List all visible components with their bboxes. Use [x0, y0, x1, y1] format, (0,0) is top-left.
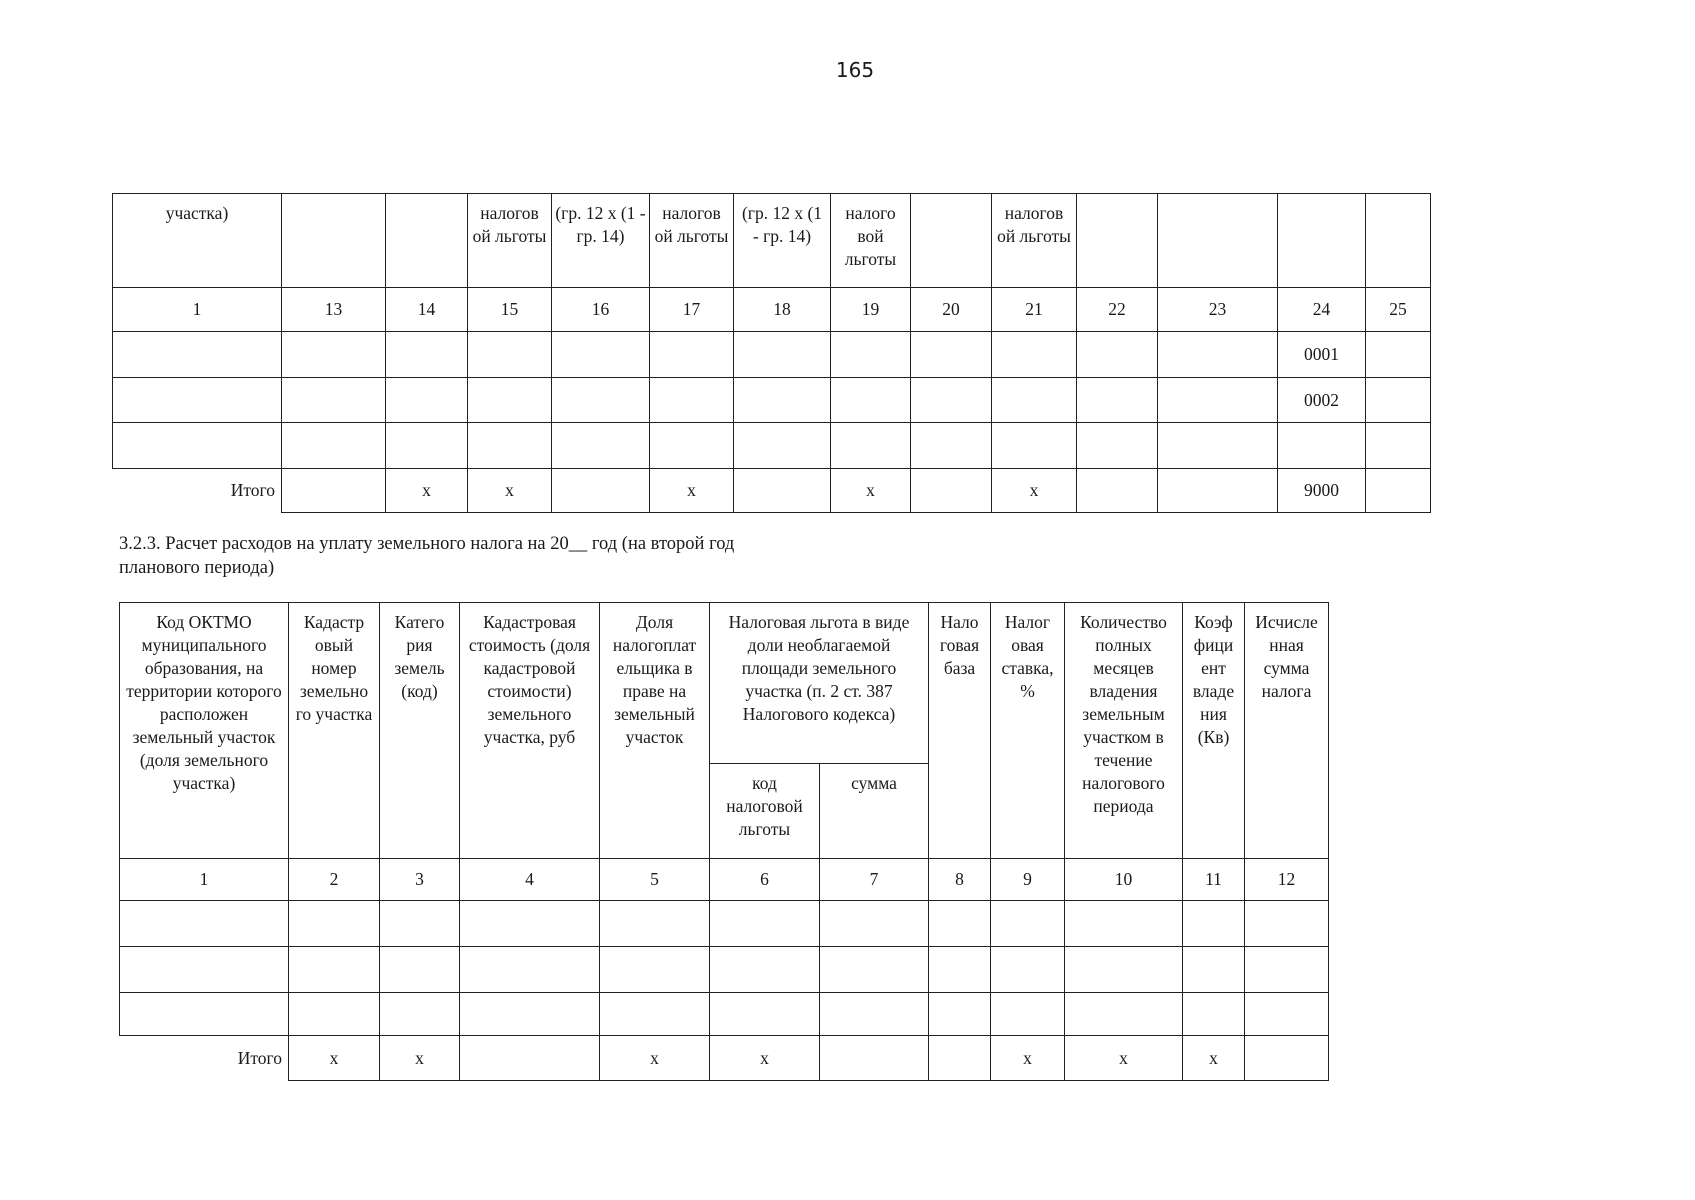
table-cell — [734, 423, 831, 469]
column-number: 11 — [1183, 859, 1245, 901]
table-cell — [929, 901, 991, 947]
table-cell — [282, 423, 386, 469]
table-cell — [911, 378, 992, 423]
header-row — [120, 603, 1329, 764]
row-code: 0002 — [1278, 378, 1366, 423]
header-cell — [1077, 194, 1158, 288]
total-cell: х — [600, 1036, 710, 1081]
header-tax-base: Нало говая база — [929, 603, 991, 859]
column-number: 17 — [650, 288, 734, 332]
table-cell — [831, 378, 911, 423]
header-cell: (гр. 12 х (1 - гр. 14) — [552, 194, 650, 288]
table-cell — [380, 993, 460, 1036]
table-cell — [1183, 901, 1245, 947]
header-row — [113, 194, 1431, 288]
table-cell — [460, 901, 600, 947]
header-cell: налогов ой льготы — [468, 194, 552, 288]
table-cell — [289, 901, 380, 947]
table-cell — [282, 378, 386, 423]
total-cell — [552, 469, 650, 513]
table-cell — [600, 901, 710, 947]
column-number-row — [113, 288, 1431, 332]
table-cell — [710, 993, 820, 1036]
table-cell — [113, 378, 282, 423]
section-title: 3.2.3. Расчет расходов на уплату земельного налога на 20__ год (на второй год планового периода) — [119, 534, 735, 578]
table-cell — [460, 993, 600, 1036]
table-cell — [552, 332, 650, 378]
table-row — [120, 947, 1329, 993]
header-tax-rate: Налог овая ставка, % — [991, 603, 1065, 859]
table-cell — [289, 993, 380, 1036]
header-taxpayer-share: Доля налогоплат ельщика в праве на земельный участок — [600, 603, 710, 859]
table-cell — [460, 947, 600, 993]
table-cell — [1065, 993, 1183, 1036]
table-cell — [650, 423, 734, 469]
header-cell: (гр. 12 х (1 - гр. 14) — [734, 194, 831, 288]
table-cell — [1158, 423, 1278, 469]
table-cell — [1065, 947, 1183, 993]
table-cell — [820, 993, 929, 1036]
total-cell: х — [831, 469, 911, 513]
column-number: 18 — [734, 288, 831, 332]
total-cell — [1366, 469, 1431, 513]
total-cell: 9000 — [1278, 469, 1366, 513]
table-cell — [650, 332, 734, 378]
table-cell — [120, 947, 289, 993]
column-number: 13 — [282, 288, 386, 332]
table-cell — [386, 332, 468, 378]
column-number: 25 — [1366, 288, 1431, 332]
table-cell — [600, 993, 710, 1036]
table-cell — [831, 332, 911, 378]
column-number: 14 — [386, 288, 468, 332]
table-cell — [991, 947, 1065, 993]
table-cell — [929, 947, 991, 993]
header-benefit-code: код налоговой льготы — [710, 764, 820, 859]
header-cell — [1158, 194, 1278, 288]
header-cell: налого вой льготы — [831, 194, 911, 288]
table-cell — [113, 332, 282, 378]
total-cell: х — [289, 1036, 380, 1081]
table-cell — [820, 901, 929, 947]
header-tax-benefit: Налоговая льгота в виде доли необлагаемой площади земельного участка (п. 2 ст. 387 Налогового кодекса) — [710, 603, 929, 764]
total-cell — [911, 469, 992, 513]
table-cell — [282, 332, 386, 378]
table-cell — [992, 423, 1077, 469]
header-cell — [1278, 194, 1366, 288]
row-code — [1278, 423, 1366, 469]
total-cell: х — [1183, 1036, 1245, 1081]
total-cell — [1077, 469, 1158, 513]
total-cell — [282, 469, 386, 513]
table-cell — [991, 993, 1065, 1036]
total-cell — [734, 469, 831, 513]
column-number: 15 — [468, 288, 552, 332]
table-cell — [289, 947, 380, 993]
table-cell — [380, 901, 460, 947]
land-tax-calculation-table — [119, 602, 1329, 1081]
column-number: 1 — [113, 288, 282, 332]
table-cell — [600, 947, 710, 993]
header-cell: налогов ой льготы — [650, 194, 734, 288]
table-cell — [991, 901, 1065, 947]
column-number: 2 — [289, 859, 380, 901]
table-cell — [1077, 423, 1158, 469]
table-cell — [734, 378, 831, 423]
total-cell: х — [1065, 1036, 1183, 1081]
total-cell: х — [468, 469, 552, 513]
total-row — [113, 469, 1431, 513]
table-row — [113, 332, 1431, 378]
column-number-row — [120, 859, 1329, 901]
table-cell — [1077, 332, 1158, 378]
tax-benefit-table-continued — [112, 193, 1431, 513]
header-ownership-coefficient: Коэф фици ент владе ния (Кв) — [1183, 603, 1245, 859]
total-cell: х — [380, 1036, 460, 1081]
table-row — [113, 378, 1431, 423]
table-cell — [468, 332, 552, 378]
total-cell — [929, 1036, 991, 1081]
table-cell — [386, 423, 468, 469]
table-cell — [734, 332, 831, 378]
header-cell — [386, 194, 468, 288]
total-cell — [1158, 469, 1278, 513]
column-number: 10 — [1065, 859, 1183, 901]
column-number: 22 — [1077, 288, 1158, 332]
table-cell — [1158, 332, 1278, 378]
header-benefit-amount: сумма — [820, 764, 929, 859]
table-cell — [929, 993, 991, 1036]
table-cell — [120, 901, 289, 947]
header-months-owned: Количество полных месяцев владения земельным участком в течение налогового периода — [1065, 603, 1183, 859]
table-cell — [650, 378, 734, 423]
total-cell — [460, 1036, 600, 1081]
table-cell — [120, 993, 289, 1036]
table-cell — [911, 332, 992, 378]
table-cell — [1245, 993, 1329, 1036]
column-number: 24 — [1278, 288, 1366, 332]
total-cell: х — [992, 469, 1077, 513]
total-cell: х — [710, 1036, 820, 1081]
column-number: 5 — [600, 859, 710, 901]
header-cell — [1366, 194, 1431, 288]
table-cell — [1077, 378, 1158, 423]
table-cell — [468, 378, 552, 423]
total-label: Итого — [237, 1047, 282, 1068]
row-code: 0001 — [1278, 332, 1366, 378]
table-cell — [1245, 947, 1329, 993]
table-cell — [820, 947, 929, 993]
column-number: 3 — [380, 859, 460, 901]
header-cell: участка) — [113, 194, 282, 288]
header-calculated-tax: Исчисле нная сумма налога — [1245, 603, 1329, 859]
table-cell — [386, 378, 468, 423]
column-number: 7 — [820, 859, 929, 901]
column-number: 12 — [1245, 859, 1329, 901]
column-number: 19 — [831, 288, 911, 332]
table-cell — [1245, 901, 1329, 947]
total-cell: х — [386, 469, 468, 513]
column-number: 1 — [120, 859, 289, 901]
page-number: 165 — [835, 58, 875, 82]
table-cell — [992, 378, 1077, 423]
total-cell: х — [991, 1036, 1065, 1081]
header-land-category: Катего рия земель (код) — [380, 603, 460, 859]
table-cell — [468, 423, 552, 469]
column-number: 6 — [710, 859, 820, 901]
column-number: 8 — [929, 859, 991, 901]
total-cell — [820, 1036, 929, 1081]
table-cell — [1183, 993, 1245, 1036]
column-number: 20 — [911, 288, 992, 332]
total-cell: х — [650, 469, 734, 513]
table-cell — [710, 947, 820, 993]
table-cell — [911, 423, 992, 469]
header-cadastral-number: Кадастр овый номер земельно го участка — [289, 603, 380, 859]
table-row — [120, 901, 1329, 947]
table-cell — [1366, 423, 1431, 469]
column-number: 4 — [460, 859, 600, 901]
column-number: 16 — [552, 288, 650, 332]
header-oktmo: Код ОКТМО муниципального образования, на территории которого расположен земельный участок (доля земельного участка) — [120, 603, 289, 859]
table-cell — [1366, 378, 1431, 423]
total-cell — [1245, 1036, 1329, 1081]
table-cell — [552, 378, 650, 423]
column-number: 23 — [1158, 288, 1278, 332]
table-cell — [1158, 378, 1278, 423]
table-cell — [380, 947, 460, 993]
total-label: Итого — [230, 480, 275, 501]
column-number: 9 — [991, 859, 1065, 901]
table-cell — [1065, 901, 1183, 947]
table-row — [113, 423, 1431, 469]
table-cell — [113, 423, 282, 469]
header-cell — [911, 194, 992, 288]
table-cell — [831, 423, 911, 469]
table-cell — [552, 423, 650, 469]
table-cell — [1183, 947, 1245, 993]
table-cell — [992, 332, 1077, 378]
column-number: 21 — [992, 288, 1077, 332]
header-cadastral-value: Кадастровая стоимость (доля кадастровой стоимости) земельного участка, руб — [460, 603, 600, 859]
header-cell: налогов ой льготы — [992, 194, 1077, 288]
table-cell — [710, 901, 820, 947]
table-row — [120, 993, 1329, 1036]
header-cell — [282, 194, 386, 288]
total-row — [120, 1036, 1329, 1081]
table-cell — [1366, 332, 1431, 378]
